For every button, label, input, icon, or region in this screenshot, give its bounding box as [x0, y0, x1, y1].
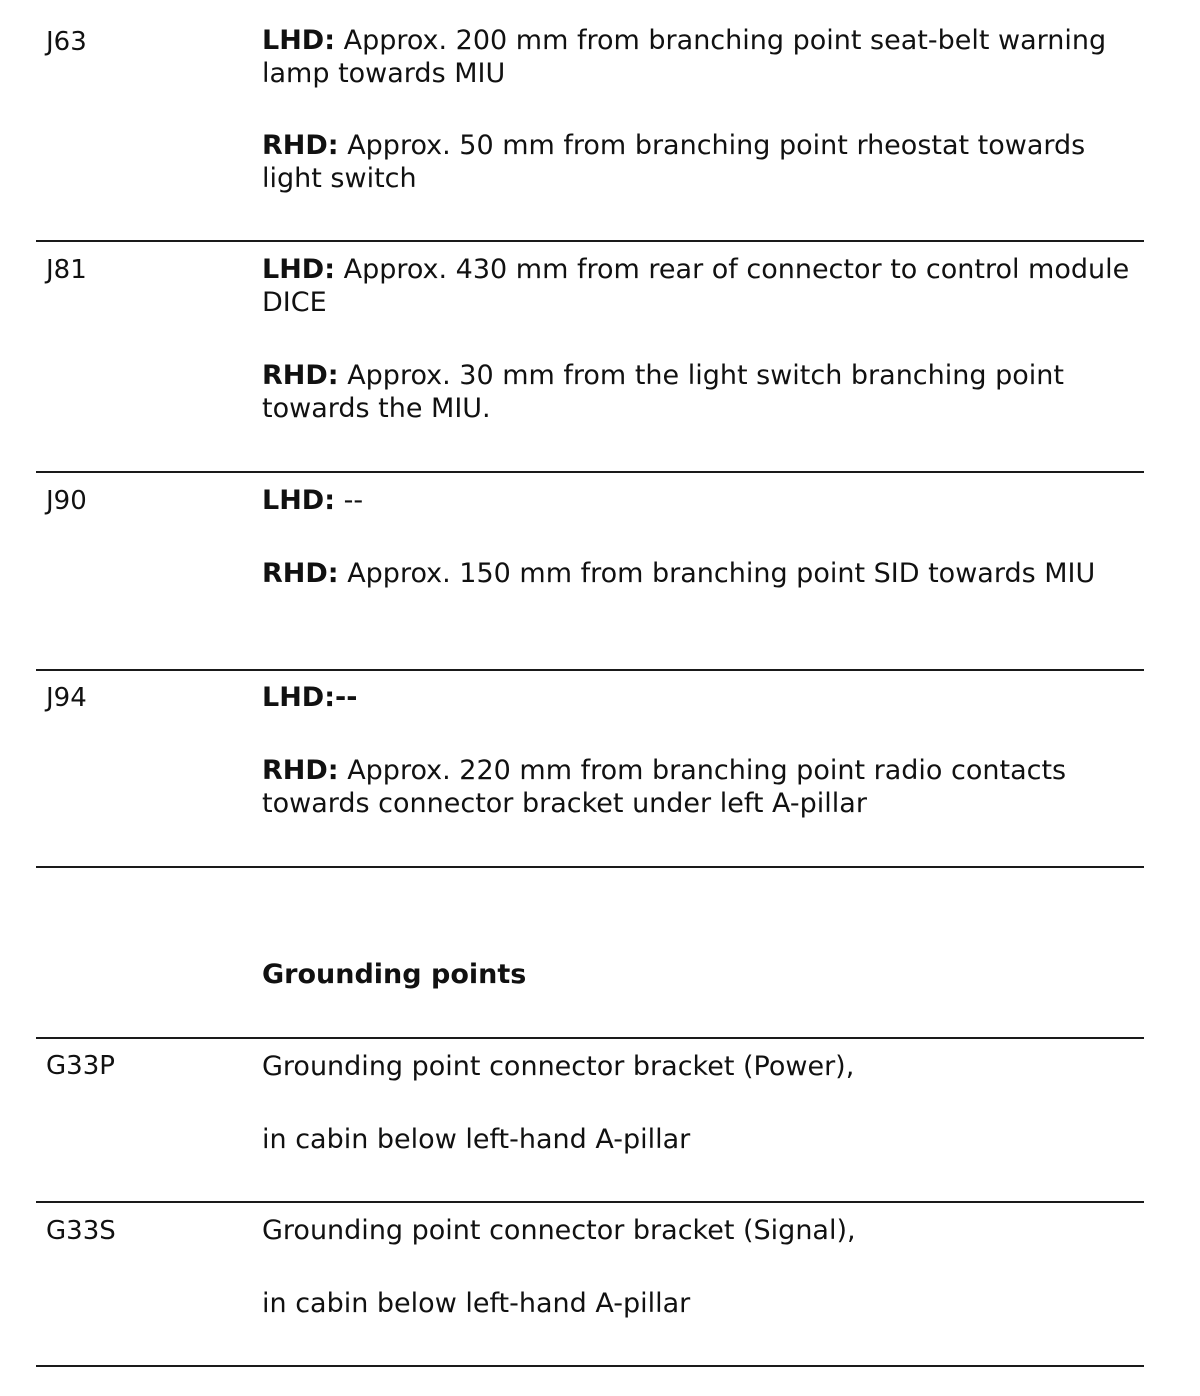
rhd-label: RHD: — [262, 755, 339, 786]
lhd-label: LHD: — [262, 25, 336, 56]
lhd-description — [262, 681, 1142, 714]
grounding-location: in cabin below left-hand A-pillar — [262, 1288, 691, 1319]
lhd-label: LHD: — [262, 485, 336, 516]
rhd-text: Approx. 150 mm from branching point SID towards MIU — [338, 558, 1096, 589]
lhd-description — [262, 253, 1142, 319]
rhd-label: RHD: — [262, 360, 339, 391]
row-divider — [36, 1201, 1144, 1203]
grounding-location: in cabin below left-hand A-pillar — [262, 1124, 691, 1155]
rhd-description — [262, 129, 1142, 195]
rhd-text: Approx. 220 mm from branching point radio contacts towards connector bracket under left A-pillar — [262, 755, 1067, 819]
lhd-label: LHD: — [262, 254, 336, 285]
grounding-code: G33P — [46, 1051, 115, 1081]
rhd-description — [262, 754, 1142, 820]
grounding-code: G33S — [46, 1216, 116, 1246]
rhd-text: Approx. 50 mm from branching point rheostat towards light switch — [262, 130, 1086, 194]
entry-code: J90 — [46, 486, 87, 516]
lhd-label: LHD:-- — [262, 682, 358, 713]
row-divider — [36, 471, 1144, 473]
entry-code: J63 — [46, 27, 87, 57]
row-divider — [36, 866, 1144, 868]
lhd-text: Approx. 430 mm from rear of connector to control module DICE — [262, 254, 1130, 318]
lhd-description — [262, 24, 1142, 90]
rhd-label: RHD: — [262, 558, 339, 589]
grounding-description: Grounding point connector bracket (Power), — [262, 1051, 855, 1082]
row-divider — [36, 240, 1144, 242]
lhd-text: Approx. 200 mm from branching point seat-belt warning lamp towards MIU — [262, 25, 1107, 89]
entry-code: J81 — [46, 255, 87, 285]
row-divider — [36, 1365, 1144, 1367]
rhd-description — [262, 557, 1142, 590]
lhd-description — [262, 484, 1142, 517]
rhd-label: RHD: — [262, 130, 339, 161]
lhd-text: -- — [335, 485, 364, 516]
rhd-text: Approx. 30 mm from the light switch branching point towards the MIU. — [262, 360, 1064, 424]
section-heading: Grounding points — [262, 959, 527, 990]
entry-code: J94 — [46, 683, 87, 713]
grounding-description: Grounding point connector bracket (Signal), — [262, 1215, 856, 1246]
row-divider — [36, 1037, 1144, 1039]
row-divider — [36, 669, 1144, 671]
rhd-description — [262, 359, 1142, 425]
